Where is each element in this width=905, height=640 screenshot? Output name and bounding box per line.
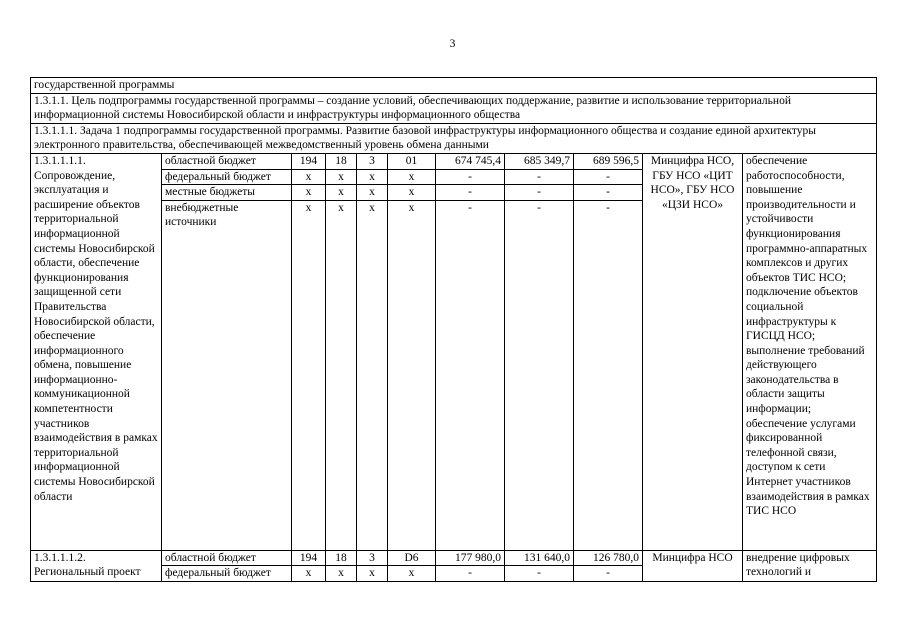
pr-code: x	[357, 185, 388, 201]
measure-name: 1.3.1.1.1.2. Региональный проект	[31, 550, 162, 581]
page-number: 3	[449, 38, 456, 50]
amount-year-3: 689 596,5	[574, 153, 643, 169]
funding-source: областной бюджет	[162, 153, 292, 169]
executor: Минцифра НСО	[643, 550, 743, 581]
amount-year-3: 126 780,0	[574, 550, 643, 566]
grbs-code: x	[292, 566, 326, 582]
funding-source: местные бюджеты	[162, 185, 292, 201]
pr-code: x	[357, 566, 388, 582]
rz-code: x	[326, 185, 357, 201]
rz-code: x	[326, 200, 357, 230]
amount-year-3: -	[574, 200, 643, 230]
csr-code: x	[388, 200, 436, 230]
amount-year-2: -	[505, 200, 574, 230]
header-row-task	[31, 123, 877, 153]
amount-year-3: -	[574, 185, 643, 201]
header-row-program-tail	[31, 78, 877, 94]
amount-year-3: -	[574, 169, 643, 185]
grbs-code: 194	[292, 550, 326, 566]
rz-code: x	[326, 566, 357, 582]
rz-code: 18	[326, 550, 357, 566]
table-row	[31, 550, 877, 566]
executor: Минцифра НСО, ГБУ НСО «ЦИТ НСО», ГБУ НСО «ЦЗИ НСО»	[643, 153, 743, 550]
csr-code: x	[388, 185, 436, 201]
task-text: 1.3.1.1.1. Задача 1 подпрограммы государственной программы. Развитие базовой инфраструктуры информационного общества и создание единой архитектуры электронного правительства, обеспечивающей межведомственный уровень обмена данными	[31, 123, 877, 153]
expected-result: внедрение цифровых технологий и	[743, 550, 877, 581]
amount-year-2: -	[505, 566, 574, 582]
pr-code: 3	[357, 550, 388, 566]
measure-name: 1.3.1.1.1.1. Сопровождение, эксплуатация и расширение объектов территориальной информационной системы Новосибирской области, обеспечение функционирования защищенной сети Правительства Новосибирской области, обеспечение информационного обмена, повышение информационно-коммуникационной компетентности участников взаимодействия в рамках территориальной информационной системы Новосибирской области	[31, 153, 162, 550]
csr-code: x	[388, 566, 436, 582]
amount-year-1: -	[436, 200, 505, 230]
table-row	[31, 153, 877, 169]
rz-code: x	[326, 169, 357, 185]
amount-year-1: 674 745,4	[436, 153, 505, 169]
amount-year-1: -	[436, 169, 505, 185]
funding-source: федеральный бюджет	[162, 566, 292, 582]
grbs-code: x	[292, 185, 326, 201]
funding-source: областной бюджет	[162, 550, 292, 566]
expected-result: обеспечение работоспособности, повышение производительности и устойчивости функционирования программно-аппаратных комплексов и других объектов ТИС НСО; подключение объектов социальной инфраструктуры к ГИСЦД НСО; выполнение требований действующего законодательства в области защиты информации; обеспечение услугами фиксированной телефонной связи, доступом к сети Интернет участников взаимодействия в рамках ТИС НСО	[743, 153, 877, 550]
pr-code: x	[357, 169, 388, 185]
grbs-code: x	[292, 169, 326, 185]
grbs-code: 194	[292, 153, 326, 169]
pr-code: 3	[357, 153, 388, 169]
funding-source: федеральный бюджет	[162, 169, 292, 185]
csr-code: x	[388, 169, 436, 185]
rz-code: 18	[326, 153, 357, 169]
header-row-goal	[31, 93, 877, 123]
amount-year-1: -	[436, 185, 505, 201]
amount-year-2: -	[505, 185, 574, 201]
goal-text: 1.3.1.1. Цель подпрограммы государственной программы – создание условий, обеспечивающих поддержание, развитие и использование территориальной информационной системы Новосибирской области и инфраструктуры информационного общества	[31, 93, 877, 123]
amount-year-3: -	[574, 566, 643, 582]
pr-code: x	[357, 200, 388, 230]
amount-year-2: -	[505, 169, 574, 185]
funding-source: внебюджетные источники	[162, 200, 292, 230]
program-tail-text: государственной программы	[31, 78, 877, 94]
grbs-code: x	[292, 200, 326, 230]
csr-code: D6	[388, 550, 436, 566]
amount-year-1: 177 980,0	[436, 550, 505, 566]
amount-year-2: 685 349,7	[505, 153, 574, 169]
amount-year-2: 131 640,0	[505, 550, 574, 566]
program-measures-table	[30, 77, 877, 582]
csr-code: 01	[388, 153, 436, 169]
amount-year-1: -	[436, 566, 505, 582]
